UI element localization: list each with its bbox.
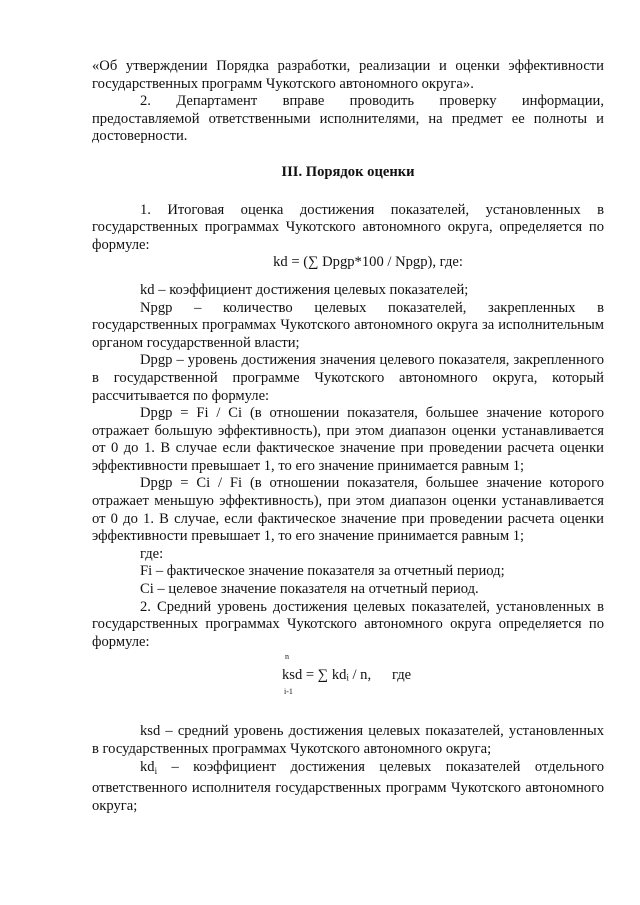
where-label: где:	[140, 545, 164, 562]
definition-kdi-text: – коэффициент достижения целевых показателей отдельного ответственного исполнителя государственных программ Чукотского автономного округа;	[92, 758, 604, 814]
formula-kd	[92, 254, 604, 272]
formula-ksd-upper-limit: n	[285, 652, 289, 662]
spacer	[92, 272, 604, 282]
document-page	[92, 58, 604, 815]
formula-ksd-where: где	[392, 667, 412, 684]
definition-npgp: Npgp – количество целевых показателей, закрепленных в государственных программах Чукотского автономного округа за исполнительным органом государственной власти;	[92, 299, 604, 351]
item-2-paragraph: 2. Департамент вправе проводить проверку информации, предоставляемой ответственными исполнителями, на предмет ее полноты и достоверности.	[92, 93, 604, 145]
formula-ksd	[92, 651, 604, 709]
definition-kdi-subscript: i	[154, 765, 158, 776]
dpgp-case-1: Dpgp = Fi / Ci (в отношении показателя, большее значение которого отражает большую эффективность), при этом диапазон оценки устанавливается от 0 до 1. В случае если фактическое значение при проведении расчета оценки эффективности превышает 1, то его значение принимается равным 1;	[92, 405, 604, 474]
spacer	[92, 709, 604, 723]
dpgp-case-2: Dpgp = Ci / Fi (в отношении показателя, большее значение которого отражает меньшую эффективность), при этом диапазон оценки устанавливается от 0 до 1. В случае, если фактическое значение при проведении расчета оценки эффективности превышает 1, то его значение принимается равным 1;	[92, 475, 604, 545]
formula-ksd-text: ksd = ∑ kdᵢ / n,	[282, 667, 372, 684]
definition-kdi	[92, 759, 604, 816]
formula-kd-text: kd = (∑ Dpgp*100 / Npgp), где:	[273, 254, 463, 271]
definition-ksd: ksd – средний уровень достижения целевых показателей, установленных в государственных программах Чукотского автономного округа;	[92, 723, 604, 757]
definition-ci: Ci – целевое значение показателя на отчетный период.	[140, 581, 479, 598]
formula-ksd-lower-limit: i-1	[284, 687, 293, 697]
definition-dpgp: Dpgp – уровень достижения значения целевого показателя, закрепленного в государственной программе Чукотского автономного округа, который рассчитывается по формуле:	[92, 352, 604, 404]
intro-paragraph: «Об утверждении Порядка разработки, реализации и оценки эффективности государственных программ Чукотского автономного округа».	[92, 58, 604, 92]
evaluation-item-2: 2. Средний уровень достижения целевых показателей, установленных в государственных программах Чукотского автономного округа определяется по формуле:	[92, 598, 604, 650]
section-heading: III. Порядок оценки	[281, 163, 415, 180]
evaluation-item-1: 1. Итоговая оценка достижения показателей, установленных в государственных программах Чукотского автономного округа, определяется по формуле:	[92, 201, 604, 253]
definition-fi: Fi – фактическое значение показателя за отчетный период;	[140, 563, 505, 580]
definition-kd: kd – коэффициент достижения целевых показателей;	[140, 281, 469, 298]
definition-kdi-term: kd	[140, 758, 155, 775]
